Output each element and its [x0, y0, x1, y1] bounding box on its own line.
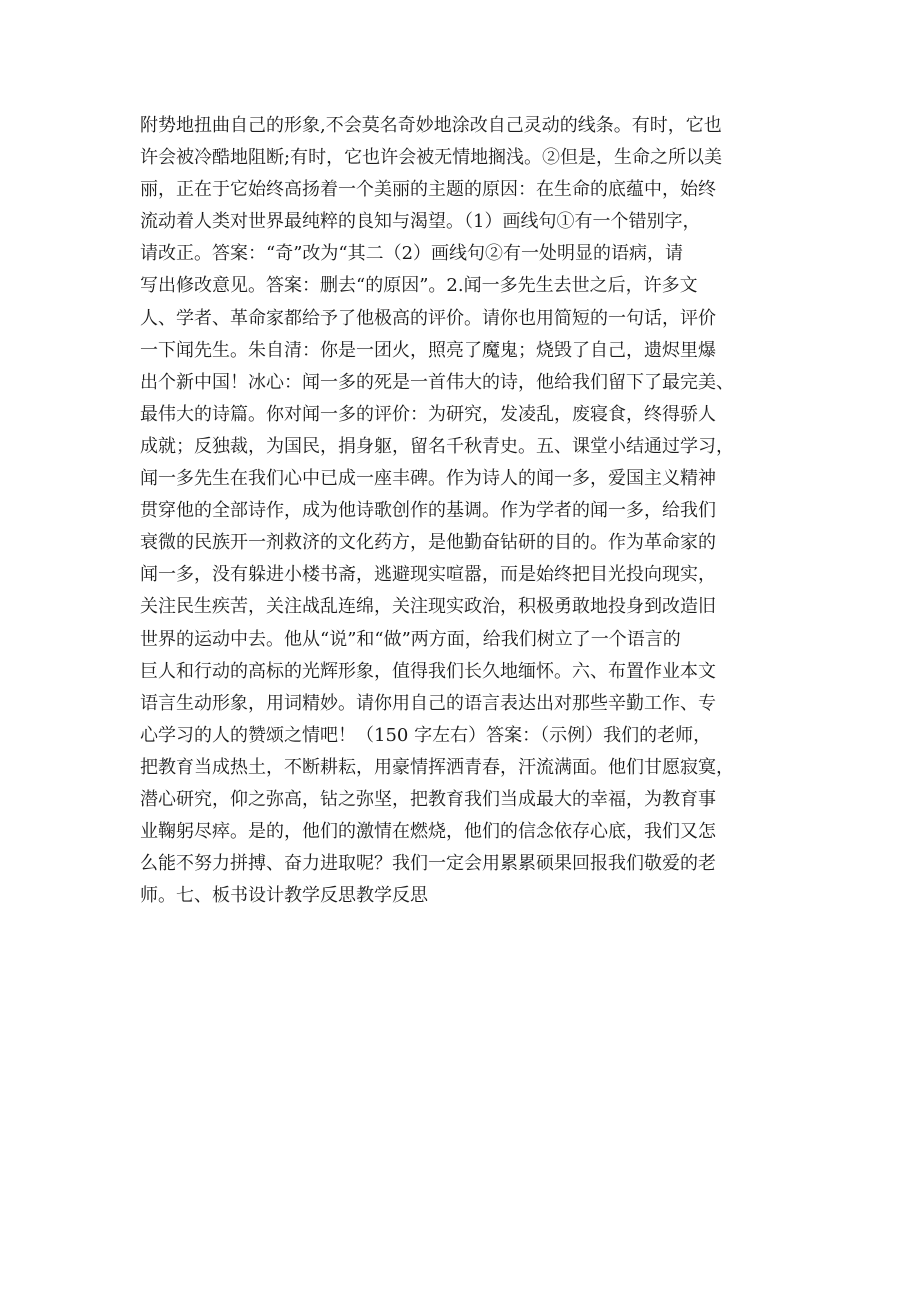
- text-line: 一下闻先生。朱自清：你是一团火，照亮了魔鬼；烧毁了自己，遗烬里爆: [140, 339, 716, 361]
- body-text: [140, 110, 790, 912]
- text-line: 闻一多，没有躲进小楼书斋，逃避现实喧嚣，而是始终把目光投向现实，: [140, 564, 716, 586]
- text-line: 世界的运动中去。他从“说”和“做”两方面，给我们树立了一个语言的: [140, 628, 681, 650]
- text-line: 许会被冷酷地阻断;有时，它也许会被无情地搁浅。②但是，生命之所以美: [140, 147, 723, 169]
- text-line: 写出修改意见。答案：删去“的原因”。2.闻一多先生去世之后，许多文: [140, 275, 698, 297]
- text-line: 人、学者、革命家都给予了他极高的评价。请你也用简短的一句话，评价: [140, 307, 716, 329]
- text-line: 巨人和行动的高标的光辉形象，值得我们长久地缅怀。六、布置作业本文: [140, 660, 716, 682]
- text-line: 语言生动形象，用词精妙。请你用自己的语言表达出对那些辛勤工作、专: [140, 692, 716, 714]
- text-line: 关注民生疾苦，关注战乱连绵，关注现实政治，积极勇敢地投身到改造旧: [140, 596, 716, 618]
- text-line: 成就；反独裁，为国民，捐身躯，留名千秋青史。五、课堂小结通过学习，: [140, 435, 734, 457]
- text-line: 衰微的民族开一剂救济的文化药方，是他勤奋钻研的目的。作为革命家的: [140, 532, 716, 554]
- text-line: 闻一多先生在我们心中已成一座丰碑。作为诗人的闻一多，爱国主义精神: [140, 468, 716, 490]
- text-line: 潜心研究，仰之弥高，钻之弥坚，把教育我们当成最大的幸福，为教育事: [140, 788, 716, 810]
- text-line: 师。七、板书设计教学反思教学反思: [140, 885, 428, 907]
- text-line: 业鞠躬尽瘁。是的，他们的激情在燃烧，他们的信念依存心底，我们又怎: [140, 821, 716, 843]
- text-line: 心学习的人的赞颂之情吧！（150 字左右）答案：（示例）我们的老师，: [140, 724, 712, 746]
- text-line: 出个新中国！冰心：闻一多的死是一首伟大的诗，他给我们留下了最完美、: [140, 371, 734, 393]
- text-line: 流动着人类对世界最纯粹的良知与渴望。（1）画线句①有一个错别字，: [140, 211, 701, 233]
- text-line: 么能不努力拼搏、奋力进取呢？我们一定会用累累硕果回报我们敬爱的老: [140, 853, 716, 875]
- text-line: 最伟大的诗篇。你对闻一多的评价：为研究，发凌乱，废寝食，终得骄人: [140, 403, 716, 425]
- text-line: 附势地扭曲自己的形象,不会莫名奇妙地涂改自己灵动的线条。有时，它也: [140, 115, 722, 136]
- text-line: 请改正。答案：“奇”改为“其二（2）画线句②有一处明显的语病，请: [140, 243, 684, 265]
- text-line: 贯穿他的全部诗作，成为他诗歌创作的基调。作为学者的闻一多，给我们: [140, 500, 716, 522]
- text-line: 丽，正在于它始终高扬着一个美丽的主题的原因：在生命的底蕴中，始终: [140, 179, 716, 201]
- text-line: 把教育当成热土，不断耕耘，用豪情挥洒青春，汗流满面。他们甘愿寂寞，: [140, 756, 734, 778]
